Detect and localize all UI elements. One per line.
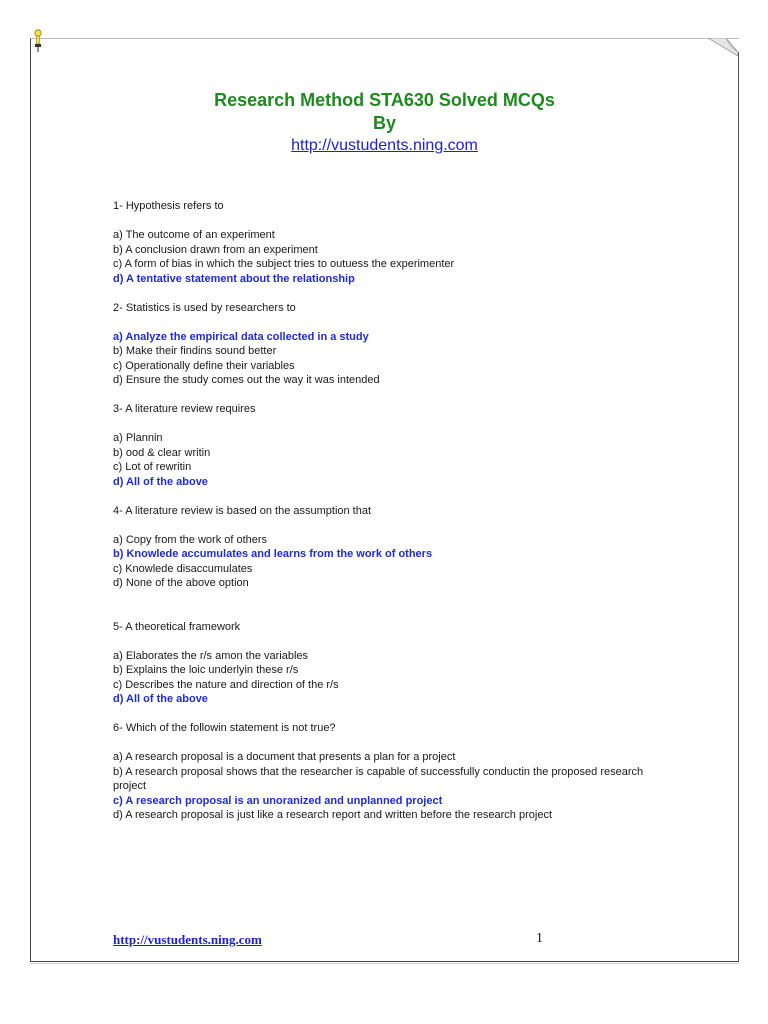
option-d-correct-answer: d) A tentative statement about the relationship — [113, 272, 355, 285]
question-text: 3- A literature review requires — [113, 403, 256, 415]
question-1 — [113, 199, 673, 286]
page-corner-fold-icon — [708, 38, 738, 56]
option-a: a) The outcome of an experiment — [113, 229, 275, 241]
header-site-link[interactable]: http://vustudents.ning.com — [291, 137, 478, 154]
question-3 — [113, 402, 673, 489]
push-pin-icon — [31, 29, 45, 53]
page-bottom-shadow — [30, 963, 739, 964]
document-byline: By — [372, 113, 396, 133]
option-d-correct-answer: d) All of the above — [113, 475, 208, 488]
question-5 — [113, 620, 673, 707]
page-right-edge — [738, 52, 739, 962]
page-bottom-edge — [30, 961, 739, 962]
option-d: d) Ensure the study comes out the way it was intended — [113, 374, 380, 386]
option-a: a) Copy from the work of others — [113, 533, 268, 546]
question-4 — [113, 504, 673, 591]
option-a: a) Plannin — [113, 432, 163, 444]
footer-site-link[interactable]: http://vustudents.ning.com — [113, 932, 262, 947]
page-number: 1 — [536, 931, 543, 946]
question-text: 6- Which of the followin statement is not true? — [113, 722, 336, 734]
option-c: c) Lot of rewritin — [113, 461, 192, 473]
question-6 — [113, 721, 673, 823]
option-b: b) ood & clear writin — [113, 446, 211, 459]
option-c: c) Describes the nature and direction of the r/s — [113, 678, 339, 691]
option-c: c) A form of bias in which the subject tries to outuess the experimenter — [113, 258, 455, 270]
option-d-correct-answer: d) All of the above — [113, 693, 208, 705]
option-c-correct-answer: c) A research proposal is an unoranized and unplanned project — [113, 794, 443, 807]
option-d: d) None of the above option — [113, 577, 249, 589]
option-b-correct-answer: b) Knowlede accumulates and learns from the work of others — [113, 548, 433, 560]
option-d: d) A research proposal is just like a research report and written before the research project — [113, 809, 553, 821]
option-a: a) Elaborates the r/s amon the variables — [113, 649, 309, 662]
option-b: b) A research proposal shows that the researcher is capable of successfully conductin the proposed research project — [113, 765, 644, 792]
document-header — [30, 88, 739, 157]
question-text: 2- Statistics is used by researchers to — [113, 301, 296, 314]
option-b: b) Make their findins sound better — [113, 345, 277, 357]
question-text: 5- A theoretical framework — [113, 620, 241, 633]
option-b: b) Explains the loic underlyin these r/s — [113, 664, 299, 676]
mcq-list — [113, 199, 673, 837]
option-c: c) Operationally define their variables — [113, 359, 295, 372]
question-2 — [113, 301, 673, 388]
question-text: 4- A literature review is based on the assumption that — [113, 504, 372, 517]
option-a: a) A research proposal is a document that presents a plan for a project — [113, 751, 456, 763]
question-text: 1- Hypothesis refers to — [113, 200, 224, 212]
option-a-correct-answer: a) Analyze the empirical data collected in a study — [113, 330, 369, 343]
option-b: b) A conclusion drawn from an experiment — [113, 243, 318, 256]
option-c: c) Knowlede disaccumulates — [113, 562, 253, 575]
document-title: Research Method STA630 Solved MCQs — [214, 90, 555, 110]
